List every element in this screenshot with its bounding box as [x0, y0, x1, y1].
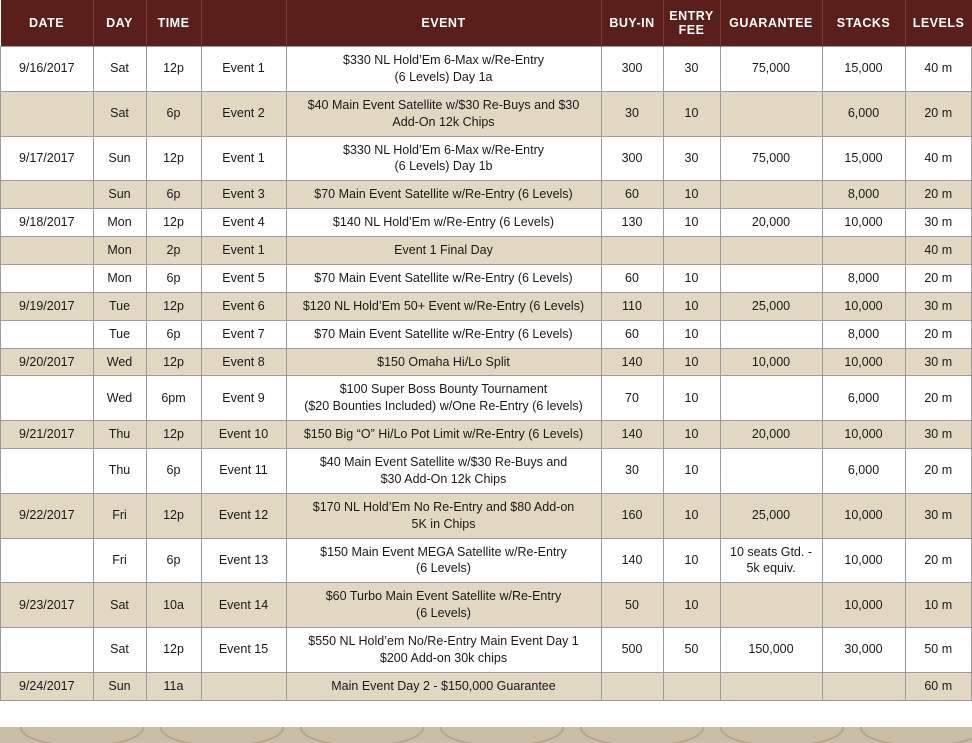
event-description-line-2: (6 Levels) Day 1a [394, 69, 493, 84]
cell-stacks: 10,000 [822, 421, 905, 449]
cell-levels: 30 m [905, 209, 972, 237]
decorative-swirl [300, 727, 424, 743]
cell-buyin: 160 [601, 493, 663, 538]
cell-day: Fri [93, 538, 146, 583]
cell-time: 12p [146, 292, 201, 320]
cell-time: 11a [146, 672, 201, 700]
cell-date: 9/22/2017 [1, 493, 94, 538]
event-description-line-1: $550 NL Hold’em No/Re-Entry Main Event Day 1 [308, 634, 579, 648]
entry-fee-line-1: ENTRY [669, 9, 714, 23]
cell-guarantee: 150,000 [720, 628, 822, 673]
cell-date: 9/20/2017 [1, 348, 94, 376]
cell-date [1, 91, 94, 136]
cell-guarantee: 25,000 [720, 292, 822, 320]
cell-event-number: Event 13 [201, 538, 286, 583]
cell-day: Thu [93, 421, 146, 449]
table-row [1, 583, 972, 628]
cell-entry-fee: 10 [663, 449, 720, 494]
column-header-entry-fee [663, 0, 720, 47]
cell-event-number: Event 7 [201, 320, 286, 348]
event-description-line-1: $40 Main Event Satellite w/$30 Re-Buys and [319, 455, 568, 469]
table-row [1, 91, 972, 136]
cell-event-description [286, 181, 601, 209]
cell-entry-fee [663, 672, 720, 700]
cell-levels: 30 m [905, 493, 972, 538]
cell-event-number: Event 6 [201, 292, 286, 320]
table-row [1, 628, 972, 673]
cell-time: 6p [146, 264, 201, 292]
cell-date [1, 237, 94, 265]
cell-day: Sun [93, 181, 146, 209]
cell-buyin: 140 [601, 538, 663, 583]
cell-entry-fee: 30 [663, 136, 720, 181]
cell-stacks: 8,000 [822, 264, 905, 292]
table-row [1, 292, 972, 320]
cell-levels: 40 m [905, 47, 972, 92]
event-description-line-2: (6 Levels) [416, 606, 471, 621]
decorative-swirl [860, 727, 972, 743]
cell-day: Tue [93, 292, 146, 320]
cell-entry-fee: 30 [663, 47, 720, 92]
event-description-line-1: $100 Super Boss Bounty Tournament [339, 382, 548, 397]
cell-stacks: 10,000 [822, 209, 905, 237]
cell-buyin: 140 [601, 421, 663, 449]
cell-date: 9/19/2017 [1, 292, 94, 320]
cell-time: 12p [146, 136, 201, 181]
event-description-line-2: $200 Add-on 30k chips [379, 650, 508, 665]
column-header-buyin: BUY-IN [601, 0, 663, 47]
cell-day: Wed [93, 348, 146, 376]
table-row [1, 538, 972, 583]
column-header-date: DATE [1, 0, 94, 47]
table-row [1, 421, 972, 449]
cell-entry-fee: 10 [663, 91, 720, 136]
cell-event-number: Event 3 [201, 181, 286, 209]
cell-stacks: 6,000 [822, 91, 905, 136]
cell-stacks: 30,000 [822, 628, 905, 673]
event-description-line-1: $150 Omaha Hi/Lo Split [377, 354, 510, 369]
cell-entry-fee: 10 [663, 348, 720, 376]
cell-event-description [286, 292, 601, 320]
cell-event-number: Event 14 [201, 583, 286, 628]
cell-event-number: Event 1 [201, 47, 286, 92]
cell-entry-fee: 10 [663, 583, 720, 628]
cell-time: 12p [146, 47, 201, 92]
cell-levels: 20 m [905, 91, 972, 136]
cell-event-description [286, 320, 601, 348]
decorative-swirl [720, 727, 844, 743]
cell-event-description [286, 538, 601, 583]
cell-buyin [601, 672, 663, 700]
cell-guarantee [720, 320, 822, 348]
event-description-line-1: Main Event Day 2 - $150,000 Guarantee [331, 678, 556, 693]
cell-entry-fee: 10 [663, 264, 720, 292]
column-header-event: EVENT [286, 0, 601, 47]
cell-event-number: Event 1 [201, 136, 286, 181]
cell-guarantee [720, 237, 822, 265]
cell-levels: 30 m [905, 292, 972, 320]
cell-event-description [286, 209, 601, 237]
cell-event-description [286, 493, 601, 538]
event-description-line-1: $150 Big “O” Hi/Lo Pot Limit w/Re-Entry (6 Levels) [303, 427, 584, 442]
cell-buyin: 60 [601, 264, 663, 292]
cell-date: 9/21/2017 [1, 421, 94, 449]
table-header [1, 0, 972, 47]
decorative-swirl [580, 727, 704, 743]
event-description-line-2: (6 Levels) Day 1b [394, 159, 493, 174]
event-description-line-2: 5K in Chips [411, 516, 476, 531]
cell-buyin: 60 [601, 181, 663, 209]
cell-guarantee: 25,000 [720, 493, 822, 538]
cell-buyin: 110 [601, 292, 663, 320]
cell-stacks: 15,000 [822, 136, 905, 181]
cell-stacks: 6,000 [822, 449, 905, 494]
cell-event-number: Event 1 [201, 237, 286, 265]
cell-guarantee [720, 181, 822, 209]
cell-date [1, 628, 94, 673]
cell-event-number: Event 2 [201, 91, 286, 136]
cell-event-number: Event 10 [201, 421, 286, 449]
cell-stacks: 8,000 [822, 181, 905, 209]
decorative-swirl [160, 727, 284, 743]
cell-event-description [286, 421, 601, 449]
cell-buyin: 70 [601, 376, 663, 421]
cell-event-description [286, 47, 601, 92]
column-header-day: DAY [93, 0, 146, 47]
header-row [1, 0, 972, 47]
cell-event-description [286, 136, 601, 181]
cell-time: 12p [146, 628, 201, 673]
cell-event-description [286, 583, 601, 628]
cell-event-description [286, 376, 601, 421]
cell-stacks: 10,000 [822, 348, 905, 376]
cell-levels: 30 m [905, 421, 972, 449]
event-description-line-1: $330 NL Hold’Em 6-Max w/Re-Entry [343, 142, 544, 157]
cell-buyin: 500 [601, 628, 663, 673]
cell-event-number: Event 4 [201, 209, 286, 237]
entry-fee-line-2: FEE [678, 23, 705, 37]
cell-time: 6p [146, 538, 201, 583]
cell-entry-fee: 10 [663, 320, 720, 348]
table-row [1, 348, 972, 376]
event-description-line-1: $60 Turbo Main Event Satellite w/Re-Entry [325, 589, 562, 604]
table-row [1, 320, 972, 348]
cell-levels: 20 m [905, 376, 972, 421]
event-description-line-1: $40 Main Event Satellite w/$30 Re-Buys and $30 [307, 97, 580, 112]
cell-day: Mon [93, 209, 146, 237]
cell-entry-fee: 10 [663, 292, 720, 320]
cell-event-description [286, 237, 601, 265]
cell-levels: 60 m [905, 672, 972, 700]
cell-levels: 20 m [905, 449, 972, 494]
table-row [1, 376, 972, 421]
event-description-line-2: ($20 Bounties Included) w/One Re-Entry (6 levels) [304, 399, 583, 414]
cell-date [1, 449, 94, 494]
cell-buyin: 30 [601, 91, 663, 136]
column-header-stacks: STACKS [822, 0, 905, 47]
cell-stacks: 10,000 [822, 583, 905, 628]
event-description-line-2: $30 Add-On 12k Chips [380, 471, 507, 486]
table-row [1, 264, 972, 292]
cell-guarantee [720, 672, 822, 700]
event-description-line-2: Add-On 12k Chips [392, 114, 495, 129]
cell-entry-fee: 50 [663, 628, 720, 673]
event-description-line-1: $120 NL Hold’Em 50+ Event w/Re-Entry (6 Levels) [302, 298, 585, 313]
cell-buyin: 60 [601, 320, 663, 348]
cell-guarantee: 10,000 [720, 348, 822, 376]
column-header-guarantee: GUARANTEE [720, 0, 822, 47]
cell-stacks: 8,000 [822, 320, 905, 348]
cell-event-description [286, 628, 601, 673]
cell-date [1, 320, 94, 348]
cell-time: 12p [146, 493, 201, 538]
cell-levels: 50 m [905, 628, 972, 673]
event-description-line-1: $140 NL Hold’Em w/Re-Entry (6 Levels) [332, 215, 555, 230]
event-description-line-1: $70 Main Event Satellite w/Re-Entry (6 Levels) [314, 326, 573, 341]
cell-buyin: 140 [601, 348, 663, 376]
cell-levels: 20 m [905, 264, 972, 292]
table-row [1, 237, 972, 265]
cell-entry-fee: 10 [663, 209, 720, 237]
cell-levels: 10 m [905, 583, 972, 628]
cell-day: Fri [93, 493, 146, 538]
cell-event-number: Event 11 [201, 449, 286, 494]
event-description-line-1: $330 NL Hold’Em 6-Max w/Re-Entry [343, 53, 544, 67]
cell-event-description [286, 348, 601, 376]
cell-day: Sun [93, 136, 146, 181]
cell-date [1, 376, 94, 421]
cell-buyin: 30 [601, 449, 663, 494]
cell-event-number: Event 9 [201, 376, 286, 421]
cell-levels: 40 m [905, 237, 972, 265]
cell-day: Sat [93, 628, 146, 673]
event-description-line-1: $70 Main Event Satellite w/Re-Entry (6 Levels) [314, 187, 573, 202]
cell-event-number: Event 5 [201, 264, 286, 292]
cell-guarantee [720, 376, 822, 421]
table-row [1, 47, 972, 92]
cell-time: 10a [146, 583, 201, 628]
cell-guarantee [720, 264, 822, 292]
decorative-bottom-strip [0, 727, 972, 743]
cell-entry-fee: 10 [663, 538, 720, 583]
cell-time: 6pm [146, 376, 201, 421]
cell-day: Tue [93, 320, 146, 348]
cell-day: Sat [93, 91, 146, 136]
cell-date: 9/18/2017 [1, 209, 94, 237]
cell-time: 6p [146, 320, 201, 348]
cell-guarantee: 20,000 [720, 209, 822, 237]
cell-stacks: 10,000 [822, 538, 905, 583]
cell-event-description [286, 91, 601, 136]
cell-entry-fee: 10 [663, 493, 720, 538]
cell-stacks: 10,000 [822, 493, 905, 538]
cell-time: 12p [146, 421, 201, 449]
cell-levels: 30 m [905, 348, 972, 376]
cell-stacks: 6,000 [822, 376, 905, 421]
decorative-swirl [440, 727, 564, 743]
decorative-swirl [20, 727, 144, 743]
cell-date [1, 264, 94, 292]
column-header-time: TIME [146, 0, 201, 47]
cell-time: 6p [146, 91, 201, 136]
event-description-line-1: Event 1 Final Day [394, 243, 493, 257]
cell-entry-fee: 10 [663, 181, 720, 209]
cell-guarantee: 10 seats Gtd. - 5k equiv. [720, 538, 822, 583]
cell-date: 9/24/2017 [1, 672, 94, 700]
cell-time: 6p [146, 449, 201, 494]
cell-guarantee: 75,000 [720, 47, 822, 92]
cell-event-number: Event 8 [201, 348, 286, 376]
column-header-event-number [201, 0, 286, 47]
cell-date: 9/23/2017 [1, 583, 94, 628]
cell-day: Thu [93, 449, 146, 494]
table-row [1, 672, 972, 700]
cell-date: 9/17/2017 [1, 136, 94, 181]
cell-day: Sun [93, 672, 146, 700]
cell-day: Wed [93, 376, 146, 421]
cell-day: Sat [93, 583, 146, 628]
cell-guarantee [720, 91, 822, 136]
table-row [1, 209, 972, 237]
cell-guarantee: 20,000 [720, 421, 822, 449]
cell-buyin: 130 [601, 209, 663, 237]
cell-stacks: 15,000 [822, 47, 905, 92]
cell-guarantee [720, 449, 822, 494]
cell-stacks [822, 237, 905, 265]
cell-event-number: Event 12 [201, 493, 286, 538]
cell-entry-fee: 10 [663, 376, 720, 421]
cell-event-description [286, 672, 601, 700]
cell-buyin: 300 [601, 136, 663, 181]
cell-time: 6p [146, 181, 201, 209]
cell-buyin [601, 237, 663, 265]
cell-levels: 20 m [905, 538, 972, 583]
cell-time: 2p [146, 237, 201, 265]
cell-levels: 20 m [905, 320, 972, 348]
event-description-line-1: $70 Main Event Satellite w/Re-Entry (6 Levels) [314, 270, 573, 285]
table-row [1, 449, 972, 494]
cell-event-number [201, 672, 286, 700]
event-description-line-1: $170 NL Hold’Em No Re-Entry and $80 Add-on [312, 499, 575, 514]
cell-time: 12p [146, 348, 201, 376]
cell-day: Mon [93, 264, 146, 292]
column-header-levels: LEVELS [905, 0, 972, 47]
cell-levels: 20 m [905, 181, 972, 209]
cell-levels: 40 m [905, 136, 972, 181]
cell-day: Sat [93, 47, 146, 92]
cell-stacks [822, 672, 905, 700]
cell-time: 12p [146, 209, 201, 237]
cell-event-description [286, 264, 601, 292]
cell-guarantee [720, 583, 822, 628]
cell-date [1, 181, 94, 209]
table-row [1, 136, 972, 181]
cell-date [1, 538, 94, 583]
cell-entry-fee: 10 [663, 421, 720, 449]
cell-date: 9/16/2017 [1, 47, 94, 92]
cell-event-number: Event 15 [201, 628, 286, 673]
table-row [1, 493, 972, 538]
cell-guarantee: 75,000 [720, 136, 822, 181]
table-row [1, 181, 972, 209]
cell-buyin: 300 [601, 47, 663, 92]
table-body [1, 47, 972, 701]
cell-day: Mon [93, 237, 146, 265]
cell-stacks: 10,000 [822, 292, 905, 320]
event-description-line-1: $150 Main Event MEGA Satellite w/Re-Entry [320, 544, 567, 559]
cell-entry-fee [663, 237, 720, 265]
cell-buyin: 50 [601, 583, 663, 628]
cell-event-description [286, 449, 601, 494]
event-description-line-2: (6 Levels) [416, 561, 471, 576]
